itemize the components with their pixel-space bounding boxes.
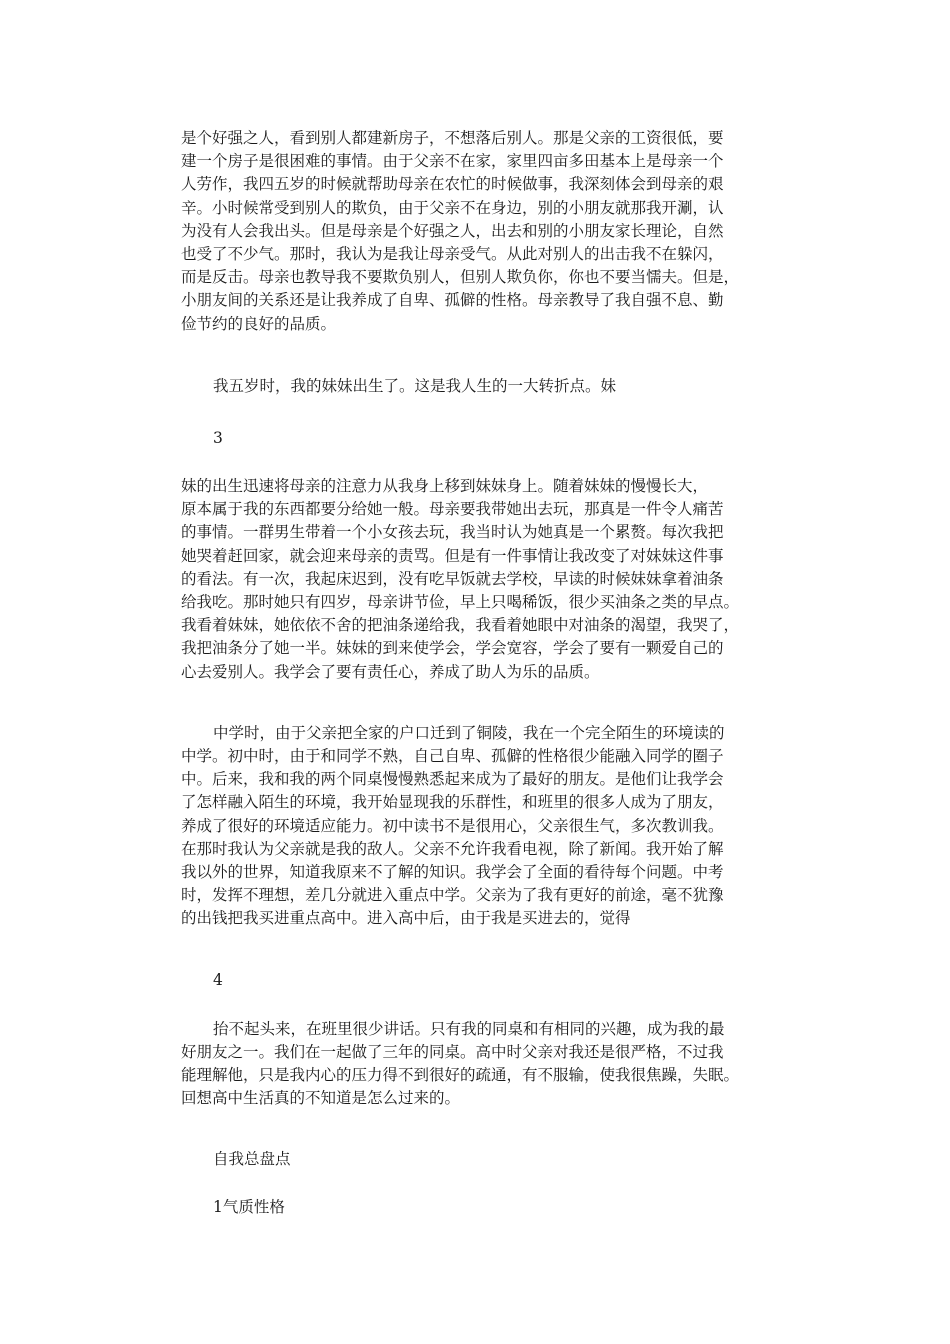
section-heading-temperament: 1气质性格 [213, 1198, 285, 1216]
paragraph-high-school: 好朋友之一。我们在一起做了三年的同桌。高中时父亲对我还是很严格，不过我 能理解他，只是我内心的压力得不到很好的疏通，有不服输，使我很焦躁，失眠。 回想高中生活真的不知道是怎么过来的。 [181, 1043, 740, 1108]
paragraph-sister: 妹的出生迅速将母亲的注意力从我身上移到妹妹身上。随着妹妹的慢慢长大， 原本属于我的东西都要分给她一般。母亲要我带她出去玩，那真是一件令人痛苦 的事情。一群男生带着一个小女孩去玩，我当时认为她真是一个累赘。每次我把 她哭着赶回家，就会迎来母亲的责骂。但是有一件事情让我改变了对妹妹这件事 的看法。有一次，我起床迟到，没有吃早饭就去学校，早读的时候妹妹拿着油条 给我吃。那时她只有四岁，母亲讲节俭，早上只喝稀饭，很少买油条之类的早点。 我看着妹妹，她依依不舍的把油条递给我，我看着她眼中对油条的渴望，我哭了， 我把油条分了她一半。妹妹的到来使学会，学会宽容，学会了要有一颗爱自己的 心去爱别人。我学会了要有责任心，养成了助人为乐的品质。 [181, 477, 740, 681]
page-number: 4 [213, 971, 223, 989]
paragraph-childhood: 是个好强之人，看到别人都建新房子，不想落后别人。那是父亲的工资很低，要 建一个房子是很困难的事情。由于父亲不在家，家里四亩多田基本上是母亲一个 人劳作，我四五岁的时候就帮助母亲在农忙的时候做事，我深刻体会到母亲的艰 辛。小时候常受到别人的欺负，由于父亲不在身边，别的小朋友就那我开涮，认 为没有人会我出头。但是母亲是个好强之人，出去和别的小朋友家长理论，自然 也受了不少气。那时，我认为是我让母亲受气。从此对别人的出击我不在躲闪， 而是反击。母亲也教导我不要欺负别人，但别人欺负你，你也不要当懦夫。但是， 小朋友间的关系还是让我养成了自卑、孤僻的性格。母亲教导了我自强不息、勤 俭节约的良好的品质。 [181, 129, 740, 333]
paragraph-middle-school: 中学。初中时，由于和同学不熟，自己自卑、孤僻的性格很少能融入同学的圈子 中。后来，我和我的两个同桌慢慢熟悉起来成为了最好的朋友。是他们让我学会 了怎样融入陌生的环境，我开始显现我的乐群性，和班里的很多人成为了朋友， 养成了很好的环境适应能力。初中读书不是很用心，父亲很生气，多次教训我。 在那时我认为父亲就是我的敌人。父亲不允许我看电视，除了新闻。我开始了解 我以外的世界，知道我原来不了解的知识。我学会了全面的看待每个问题。中考 时，发挥不理想，差几分就进入重点中学。父亲为了我有更好的前途，毫不犹豫 的出钱把我买进重点高中。进入高中后，由于我是买进去的，觉得 [181, 747, 724, 928]
section-heading-self-review: 自我总盘点 [213, 1150, 291, 1168]
paragraph-sister-intro: 我五岁时，我的妹妹出生了。这是我人生的一大转折点。妹 [213, 377, 617, 395]
paragraph-middle-school-first-line: 中学时，由于父亲把全家的户口迁到了铜陵，我在一个完全陌生的环境读的 [213, 724, 725, 742]
paragraph-high-school-first-line: 抬不起头来，在班里很少讲话。只有我的同桌和有相同的兴趣，成为我的最 [213, 1020, 725, 1038]
page-number: 3 [213, 429, 223, 447]
